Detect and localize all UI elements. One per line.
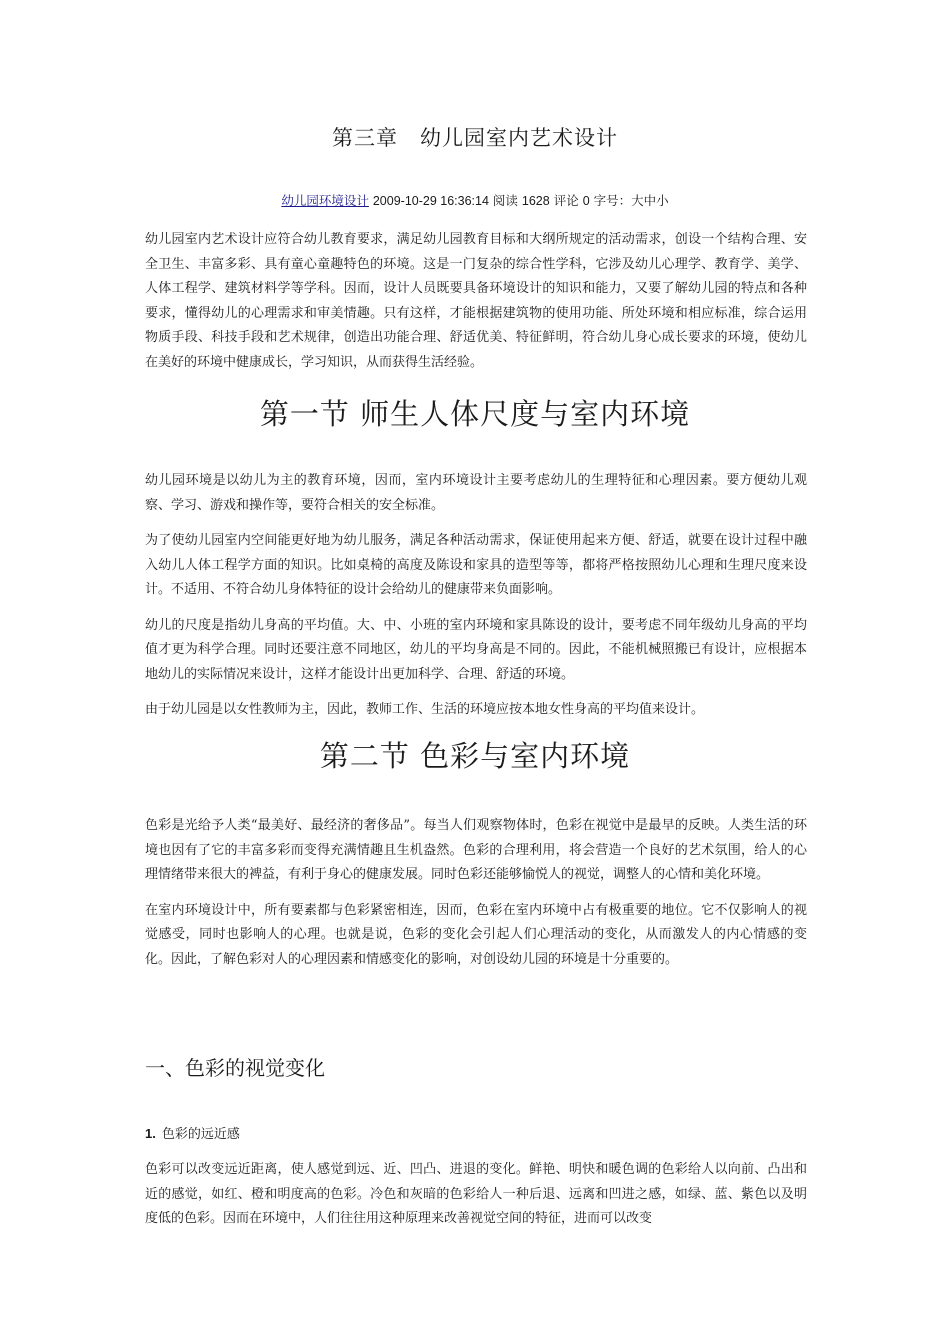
comments-count: 0 [582, 194, 590, 208]
section1-body [145, 469, 807, 723]
article-meta [0, 191, 950, 209]
font-size-control[interactable]: 字号：大中小 [593, 193, 669, 208]
item-paragraph: 色彩可以改变远近距离，使人感觉到远、近、凹凸、进退的变化。鲜艳、明快和暖色调的色彩给人以向前、凸出和近的感觉，如红、橙和明度高的色彩。冷色和灰暗的色彩给人一种后退、远离和凹进之感，如绿、蓝、紫色以及明度低的色彩。因而在环境中，人们往往用这种原理来改善视觉空间的特征，进而可以改变 [145, 1162, 807, 1226]
section1-paragraph: 幼儿园环境是以幼儿为主的教育环境，因而，室内环境设计主要考虑幼儿的生理特征和心理因素。要方便幼儿观察、学习、游戏和操作等，要符合相关的安全标准。 [145, 473, 807, 513]
section2-paragraph: 在室内环境设计中，所有要素都与色彩紧密相连，因而，色彩在室内环境中占有极重要的地位。它不仅影响人的视觉感受，同时也影响人的心理。也就是说，色彩的变化会引起人们心理活动的变化，从而激发人的内心情感的变化。因此，了解色彩对人的心理因素和情感变化的影响，对创设幼儿园的环境是十分重要的。 [145, 902, 807, 967]
intro-paragraph: 幼儿园室内艺术设计应符合幼儿教育要求，满足幼儿园教育目标和大纲所规定的活动需求，创设一个结构合理、安全卫生、丰富多彩、具有童心童趣特色的环境。这是一门复杂的综合性学科，它涉及幼儿心理学、教育学、美学、人体工程学、建筑材料学等学科。因而，设计人员既要具备环境设计的知识和能力，又要了解幼儿园的特点和各种要求，懂得幼儿的心理需求和审美情趣。只有这样，才能根据建筑物的使用功能、所处环境和相应标准，综合运用物质手段、科技手段和艺术规律，创造出功能合理、舒适优美、特征鲜明，符合幼儿身心成长要求的环境，使幼儿在美好的环境中健康成长，学习知识，从而获得生活经验。 [145, 232, 807, 370]
intro-block [145, 228, 807, 375]
section1-title: 第一节 师生人体尺度与室内环境 [259, 397, 691, 431]
section1-paragraph: 由于幼儿园是以女性教师为主，因此，教师工作、生活的环境应按本地女性身高的平均值来设计。 [145, 702, 705, 717]
chapter-title: 第三章 幼儿园室内艺术设计 [332, 126, 618, 150]
comments-label: 评论 [553, 193, 579, 208]
subsection-title: 一、色彩的视觉变化 [145, 1056, 325, 1080]
category-link[interactable]: 幼儿园环境设计 [281, 193, 369, 208]
reads-label: 阅读 [492, 193, 518, 208]
item-title: 色彩的远近感 [161, 1127, 240, 1142]
section1-paragraph: 为了使幼儿园室内空间能更好地为幼儿服务，满足各种活动需求，保证使用起来方便、舒适，就要在设计过程中融入幼儿人体工程学方面的知识。比如桌椅的高度及陈设和家具的造型等等，都将严格按照幼儿心理和生理尺度来设计。不适用、不符合幼儿身体特征的设计会给幼儿的健康带来负面影响。 [145, 533, 807, 597]
item-heading [145, 1123, 240, 1142]
item-number: 1. [145, 1126, 156, 1141]
section1-paragraph: 幼儿的尺度是指幼儿身高的平均值。大、中、小班的室内环境和家具陈设的设计，要考虑不同年级幼儿身高的平均值才更为科学合理。同时还要注意不同地区，幼儿的平均身高是不同的。因此，不能机械照搬已有设计，应根据本地幼儿的实际情况来设计，这样才能设计出更加科学、合理、舒适的环境。 [145, 617, 807, 682]
section2-title: 第二节 色彩与室内环境 [319, 739, 631, 773]
reads-count: 1628 [521, 194, 550, 208]
post-datetime: 2009-10-29 16:36:14 [372, 194, 489, 208]
section2-paragraph: 色彩是光给予人类“最美好、最经济的奢侈品”。每当人们观察物体时，色彩在视觉中是最早的反映。人类生活的环境也因有了它的丰富多彩而变得充满情趣且生机盎然。色彩的合理利用，将会营造一个良好的艺术氛围，给人的心理情绪带来很大的裨益，有利于身心的健康发展。同时色彩还能够愉悦人的视觉，调整人的心情和美化环境。 [145, 818, 807, 882]
section2-body [145, 814, 807, 972]
item-body [145, 1158, 807, 1232]
